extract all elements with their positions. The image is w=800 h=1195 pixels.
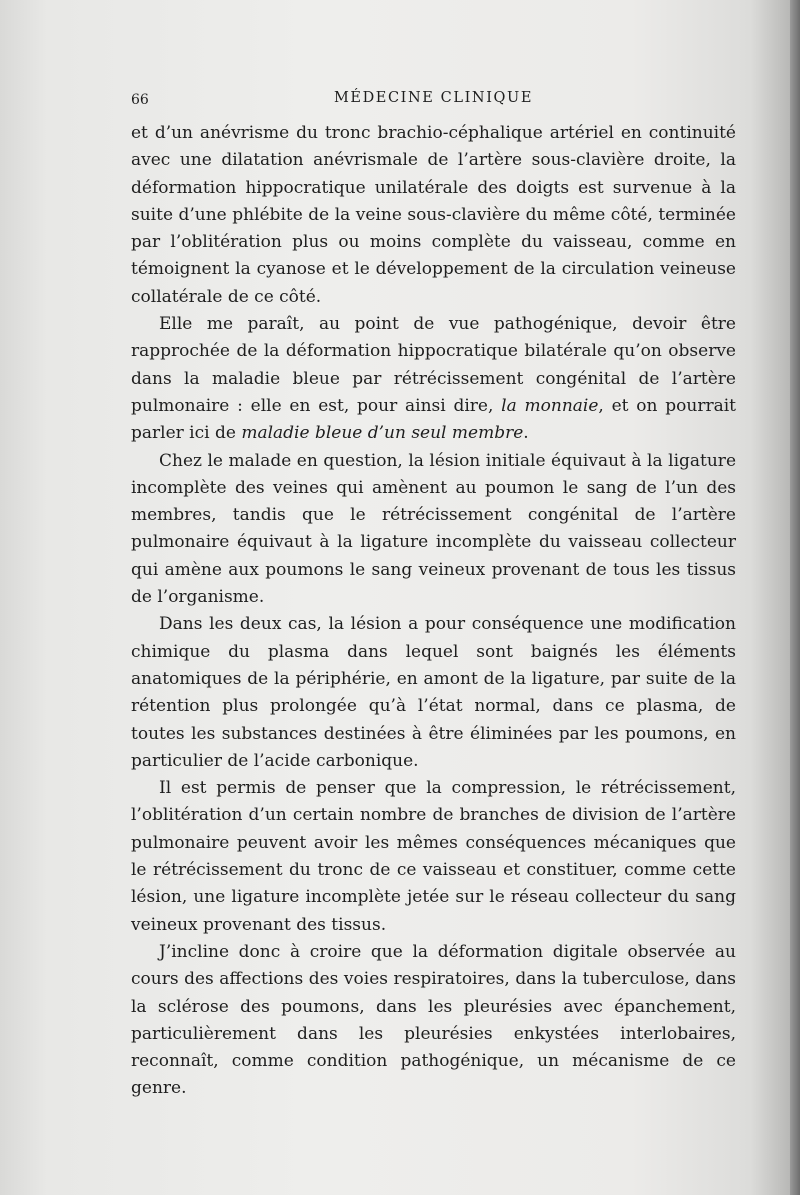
paragraph-2-italic-b: maladie bleue d’un seul membre xyxy=(241,423,524,444)
paragraph-2-italic-a: la monnaie xyxy=(501,395,599,416)
paragraph-1: et d’un anévrisme du tronc brachio-céphalique artériel en continuité avec une dilatation anévrismale de l’artère sous-clavière droite, la déformation hippocratique unilatérale des doigts est survenue à la suite d’une phlébite de la veine sous-clavière du même côté, terminée par l’oblitération plus ou moins complète du vaisseau, comme en témoignent la cyanose et le développement de la circulation veineuse collatérale de ce côté. xyxy=(131,123,736,307)
paragraph-2 xyxy=(131,311,736,447)
paragraph-5: Il est permis de penser que la compression, le rétrécissement, l’oblitération d’un certain nombre de branches de division de l’artère pulmonaire peuvent avoir les mêmes conséquences mécaniques que le rétrécissement du tronc de ce vaisseau et constituer, comme cette lésion, une ligature incomplète jetée sur le réseau collecteur du sang veineux provenant des tissus. xyxy=(131,778,736,935)
page-edge-shadow xyxy=(790,0,800,1195)
paragraph-4: Dans les deux cas, la lésion a pour conséquence une modification chimique du plasma dans lequel sont baignés les éléments anatomiques de la périphérie, en amont de la ligature, par suite de la rétention plus prolongée qu’à l’état normal, dans ce plasma, de toutes les substances destinées à être éliminées par les poumons, en particulier de l’acide carbonique. xyxy=(131,614,736,771)
paragraph-2-text-a: Elle me paraît, au point de vue pathogénique, devoir être rapprochée de la déformation hippocratique bilatérale qu’on observe dans la maladie bleue par rétrécissement congénital de l’artère pulmonaire : elle en est, pour ainsi dire, xyxy=(131,314,736,416)
paragraph-3: Chez le malade en question, la lésion initiale équivaut à la ligature incomplète des veines qui amènent au poumon le sang de l’un des membres, tandis que le rétrécissement congénital de l’artère pulmonaire équivaut à la ligature incomplète du vaisseau collecteur qui amène aux poumons le sang veineux provenant de tous les tissus de l’organisme. xyxy=(131,450,736,608)
page-number: 66 xyxy=(131,92,149,108)
running-title: MÉDECINE CLINIQUE xyxy=(333,90,534,106)
page-header xyxy=(131,88,736,114)
paragraph-6: J’incline donc à croire que la déformation digitale observée au cours des affections des voies respiratoires, dans la tuberculose, dans la sclérose des poumons, dans les pleurésies avec épanchement, particulièrement dans les pleurésies enkystées interlobaires, reconnaît, comme condition pathogénique, un mécanisme de ce genre. xyxy=(131,941,736,1099)
body-text xyxy=(131,120,736,1103)
paragraph-2-text-c: . xyxy=(523,423,529,444)
paragraph-2-text-b: , et on pourrait parler ici de xyxy=(131,395,736,444)
